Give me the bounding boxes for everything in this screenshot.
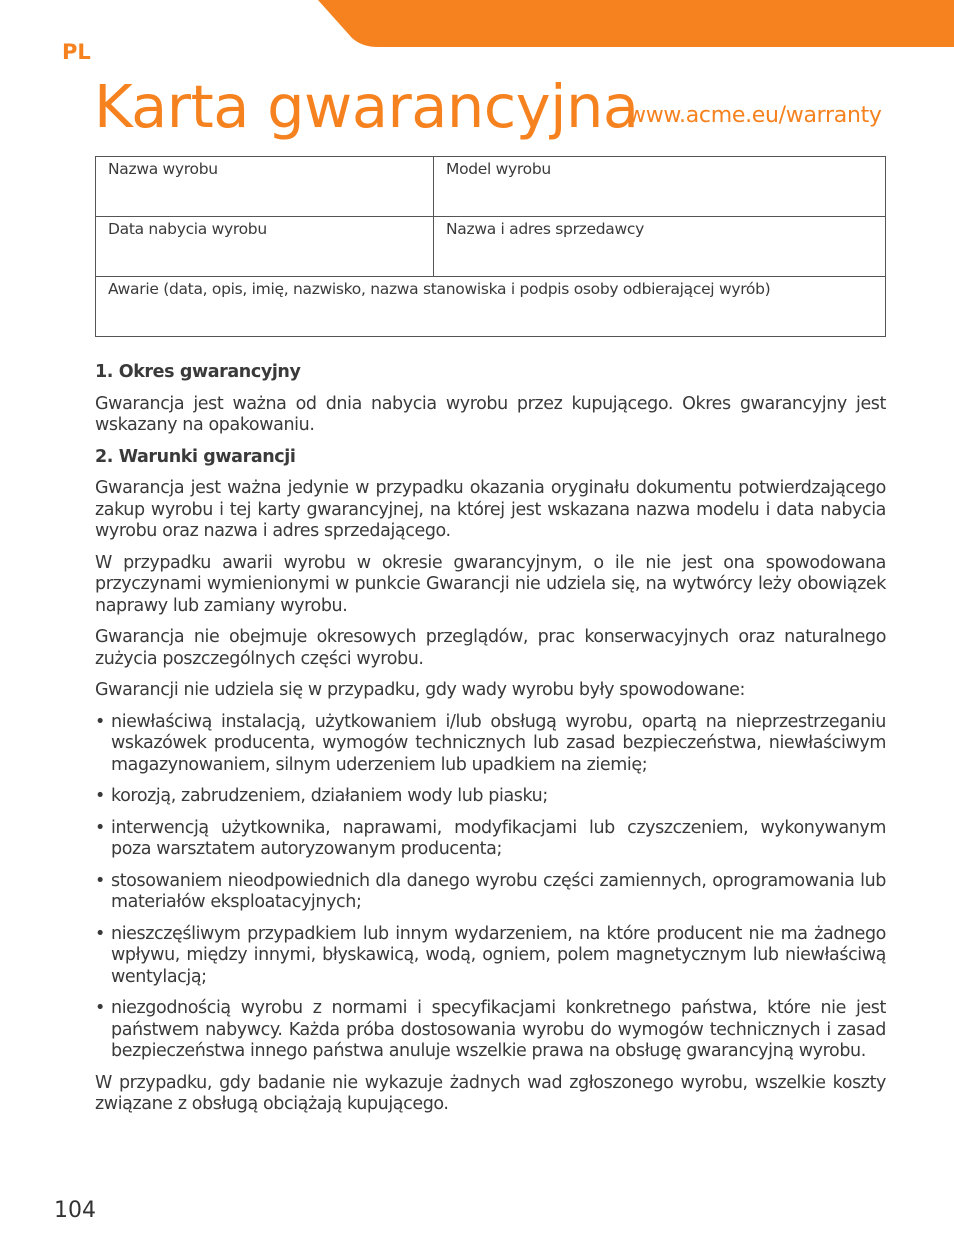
warranty-form-table [95,156,886,337]
bullet-icon: • [95,923,105,944]
paragraph: Gwarancji nie udziela się w przypadku, gdy wady wyrobu były spowodowane: [95,680,746,700]
language-code: PL [62,40,91,64]
warranty-terms [95,362,886,1126]
page-title: Karta gwarancyjna [94,72,639,141]
paragraph: Gwarancja nie obejmuje okresowych przeglądów, prac konserwacyjnych oraz naturalnego zużycia poszczególnych części wyrobu. [95,627,886,669]
failures-field[interactable]: Awarie (data, opis, imię, nazwisko, nazwa stanowiska i podpis osoby odbierającej wyrób) [96,277,886,337]
list-item: • interwencją użytkownika, naprawami, modyfikacjami lub czyszczeniem, wykonywanym poza warsztatem autoryzowanym producenta; [95,817,886,859]
section-heading-warranty-conditions: 2. Warunki gwarancji [95,446,296,467]
paragraph: W przypadku awarii wyrobu w okresie gwarancyjnym, o ile nie jest ona spowodowana przyczynami wymienionymi w punkcie Gwarancji nie udziela się, na wytwórcy leży obowiązek naprawy lub zamiany wyrobu. [95,552,886,616]
list-item: • korozją, zabrudzeniem, działaniem wody lub piasku; [95,786,548,806]
bullet-icon: • [95,711,105,732]
product-name-field[interactable]: Nazwa wyrobu [96,157,434,217]
paragraph: W przypadku, gdy badanie nie wykazuje żadnych wad zgłoszonego wyrobu, wszelkie koszty związane z obsługą obciążają kupującego. [95,1072,886,1114]
exclusions-list [95,712,886,1063]
section-heading-warranty-period: 1. Okres gwarancyjny [95,362,301,382]
list-item: • stosowaniem nieodpowiednich dla danego wyrobu części zamiennych, oprogramowania lub materiałów eksploatacyjnych; [95,870,886,912]
bullet-icon: • [95,817,105,838]
paragraph: Gwarancja jest ważna jedynie w przypadku okazania oryginału dokumentu potwierdzającego zakup wyrobu i tej karty gwarancyjnej, na której jest wskazana nazwa modelu i data nabycia wyrobu oraz nazwa i adres sprzedającego. [95,478,886,541]
list-item: • nieszczęśliwym przypadkiem lub innym wydarzeniem, na które producent nie ma żadnego wpływu, między innymi, błyskawicą, wodą, ogniem, polem magnetycznym lub niewłaściwą wentylacją; [95,923,886,987]
header-accent-tab [318,0,954,47]
page-number: 104 [54,1198,96,1223]
list-item: • niewłaściwą instalacją, użytkowaniem i/lub obsługą wyrobu, opartą na nieprzestrzeganiu wskazówek producenta, wymogów technicznych lub zasad bezpieczeństwa, niewłaściwym magazynowaniem, silnym uderzeniem lub upadkiem na ziemię; [95,711,886,775]
paragraph: Gwarancja jest ważna od dnia nabycia wyrobu przez kupującego. Okres gwarancyjny jest wskazany na opakowaniu. [95,393,886,435]
seller-field[interactable]: Nazwa i adres sprzedawcy [434,217,886,277]
product-model-field[interactable]: Model wyrobu [434,157,886,217]
bullet-icon: • [95,786,105,806]
list-item: • niezgodnością wyrobu z normami i specyfikacjami konkretnego państwa, które nie jest państwem nabywcy. Każda próba dostosowania wyrobu do wymogów technicznych i zasad bezpieczeństwa innego państwa anuluje wszelkie prawa na obsługę gwarancyjną wyrobu. [95,998,886,1061]
purchase-date-field[interactable]: Data nabycia wyrobu [96,217,434,277]
bullet-icon: • [95,870,105,891]
warranty-url-link[interactable]: www.acme.eu/warranty [628,103,882,128]
bullet-icon: • [95,998,105,1018]
